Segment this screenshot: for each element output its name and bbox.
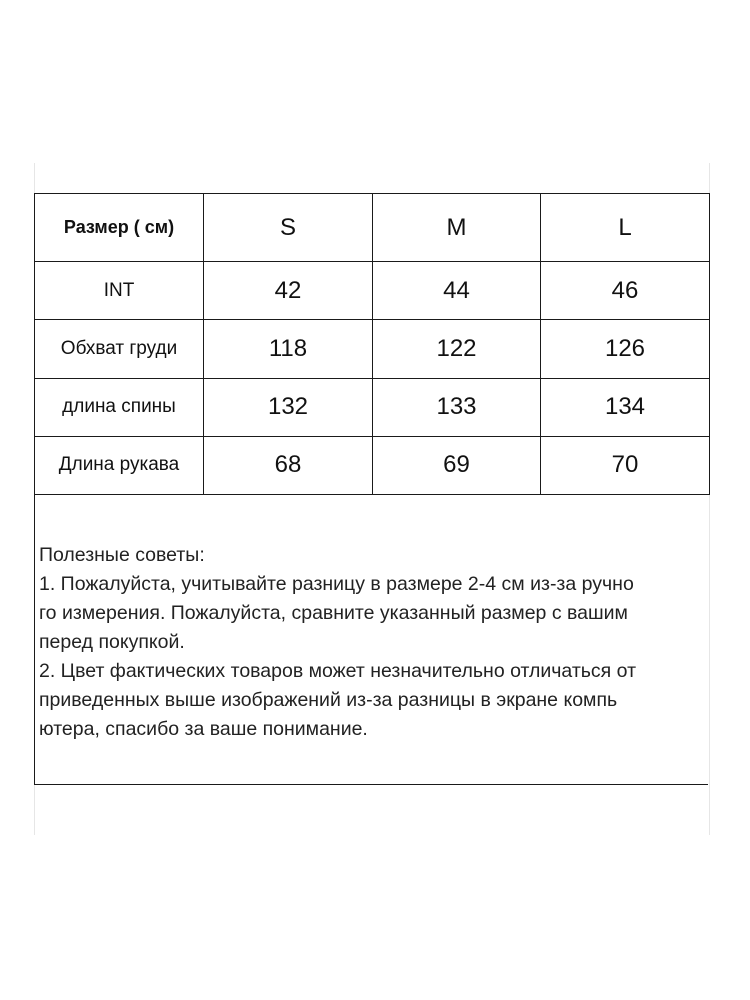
table-cell: 46 [541, 262, 710, 320]
tips-line: ютера, спасибо за ваше понимание. [39, 718, 368, 740]
table-row [35, 262, 710, 320]
table-cell: 70 [541, 436, 710, 494]
tips-line: приведенных выше изображений из-за разницы в экране компь [39, 689, 618, 711]
size-column-header-l: L [541, 194, 710, 262]
table-cell: 69 [373, 436, 541, 494]
row-label-sleeve-length: Длина рукава [35, 436, 204, 494]
tips-line: 2. Цвет фактических товаров может незначительно отличаться от [39, 660, 637, 682]
tips-text [39, 541, 711, 744]
table-row [35, 378, 710, 436]
table-cell: 68 [204, 436, 373, 494]
table-row [35, 320, 710, 378]
table-cell: 126 [541, 320, 710, 378]
table-cell: 134 [541, 378, 710, 436]
tips-box [34, 495, 708, 785]
row-label-int: INT [35, 262, 204, 320]
size-chart-table [34, 193, 710, 495]
size-header-label: Размер ( см) [35, 194, 204, 262]
size-column-header-s: S [204, 194, 373, 262]
row-label-back-length: длина спины [35, 378, 204, 436]
table-cell: 118 [204, 320, 373, 378]
table-cell: 44 [373, 262, 541, 320]
row-label-chest: Обхват груди [35, 320, 204, 378]
table-cell: 42 [204, 262, 373, 320]
table-row [35, 436, 710, 494]
table-cell: 122 [373, 320, 541, 378]
tips-line: го измерения. Пожалуйста, сравните указанный размер с вашим [39, 602, 628, 624]
table-cell: 133 [373, 378, 541, 436]
tips-heading: Полезные советы: [39, 544, 205, 566]
tips-line: 1. Пожалуйста, учитывайте разницу в размере 2-4 см из-за ручно [39, 573, 634, 595]
table-header-row [35, 194, 710, 262]
table-cell: 132 [204, 378, 373, 436]
size-column-header-m: M [373, 194, 541, 262]
tips-line: перед покупкой. [39, 631, 185, 653]
